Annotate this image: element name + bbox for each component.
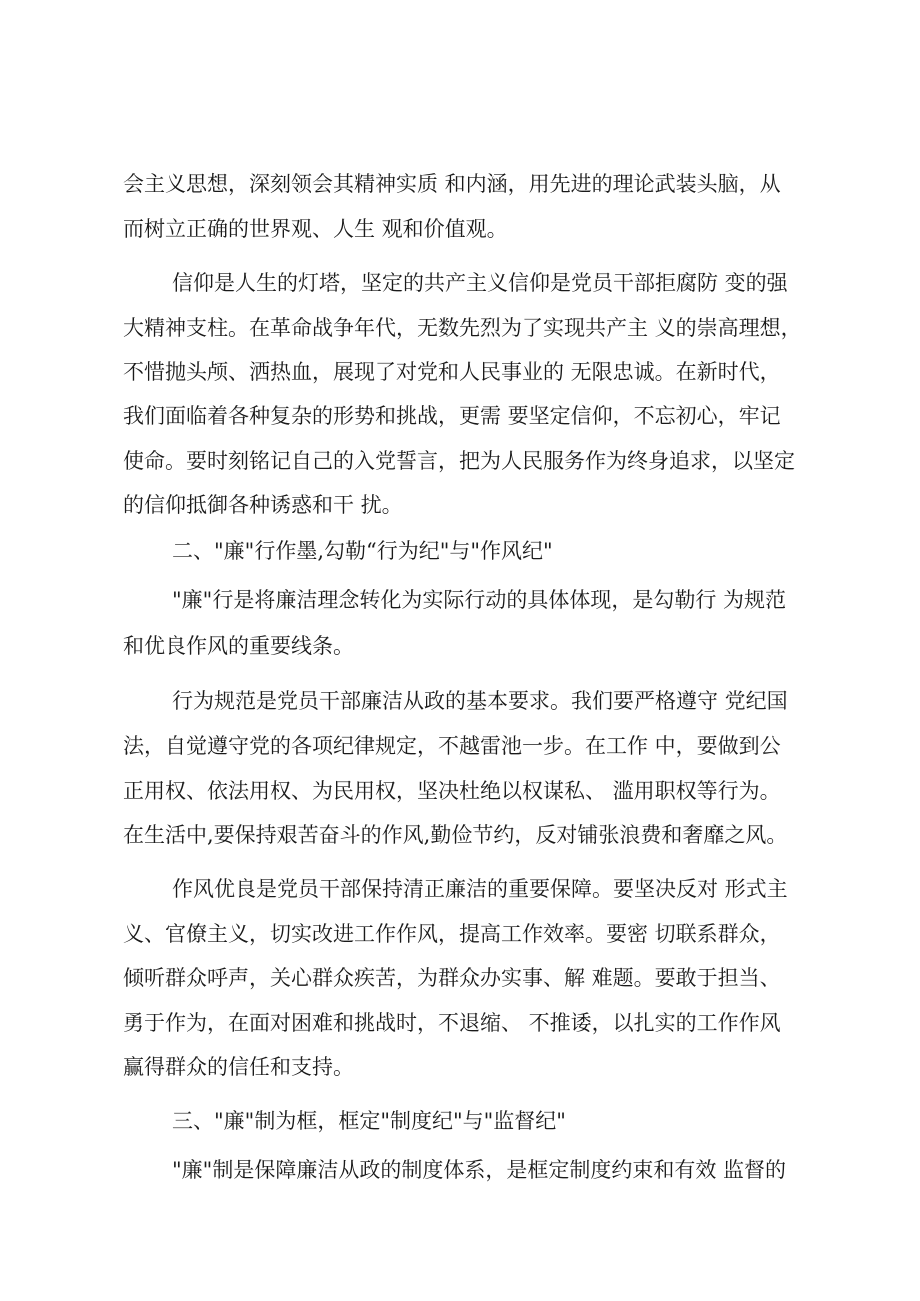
- paragraph-start: 作风优良是党员干部保持清正廉洁的重要保障。要坚决反对 形式主: [172, 877, 788, 901]
- paragraph-start: 行为规范是党员干部廉洁从政的基本要求。我们要严格遵守 党纪国: [172, 689, 788, 713]
- paragraph-start: 信仰是人生的灯塔，坚定的共产主义信仰是党员干部拒腐防 变的强: [172, 271, 788, 295]
- text-line: 赢得群众的信任和支持。: [123, 1055, 354, 1079]
- text-line: 正用权、依法用权、为民用权，坚决杜绝以权谋私、 滥用职权等行为。: [123, 779, 781, 803]
- text-line: 而树立正确的世界观、人生 观和价值观。: [123, 217, 508, 241]
- text-line: 法，自觉遵守党的各项纪律规定，不越雷池一步。在工作 中，要做到公: [123, 734, 781, 758]
- text-line: 使命。要时刻铭记自己的入党誓言，把为人民服务作为终身追求，以坚定: [123, 449, 795, 473]
- text-line: 我们面临着各种复杂的形势和挑战，更需 要坚定信仰，不忘初心，牢记: [123, 404, 781, 428]
- paragraph-start: "廉"行是将廉洁理念转化为实际行动的具体体现，是勾勒行 为规范: [172, 588, 786, 612]
- text-line: 的信仰抵御各种诱惑和干 扰。: [123, 493, 403, 517]
- section-heading-2: 二、"廉"行作墨,勾勒“行为纪"与"作风纪": [172, 539, 553, 563]
- text-line: 义、官僚主义，切实改进工作作风，提高工作效率。要密 切联系群众，: [123, 922, 781, 946]
- text-line: 倾听群众呼声，关心群众疾苦，为群众办实事、解 难题。要敢于担当、: [123, 966, 781, 990]
- paragraph-start: "廉"制是保障廉洁从政的制度体系，是框定制度约束和有效 监督的: [172, 1158, 786, 1182]
- text-line: 大精神支柱。在革命战争年代，无数先烈为了实现共产主 义的崇高理想，: [123, 316, 802, 340]
- section-heading-3: 三、"廉"制为框，框定"制度纪"与"监督纪": [172, 1109, 566, 1133]
- text-line: 在生活中,要保持艰苦奋斗的作风,勤俭节约，反对铺张浪费和奢靡之风。: [123, 823, 788, 847]
- text-line: 和优良作风的重要线条。: [123, 634, 354, 658]
- text-line: 勇于作为，在面对困难和挑战时，不退缩、 不推诿，以扎实的工作作风: [123, 1011, 781, 1035]
- text-line: 不惜抛头颅、洒热血，展现了对党和人民事业的 无限忠诚。在新时代，: [123, 360, 781, 384]
- text-line: 会主义思想，深刻领会其精神实质 和内涵，用先进的理论武装头脑，从: [123, 172, 781, 196]
